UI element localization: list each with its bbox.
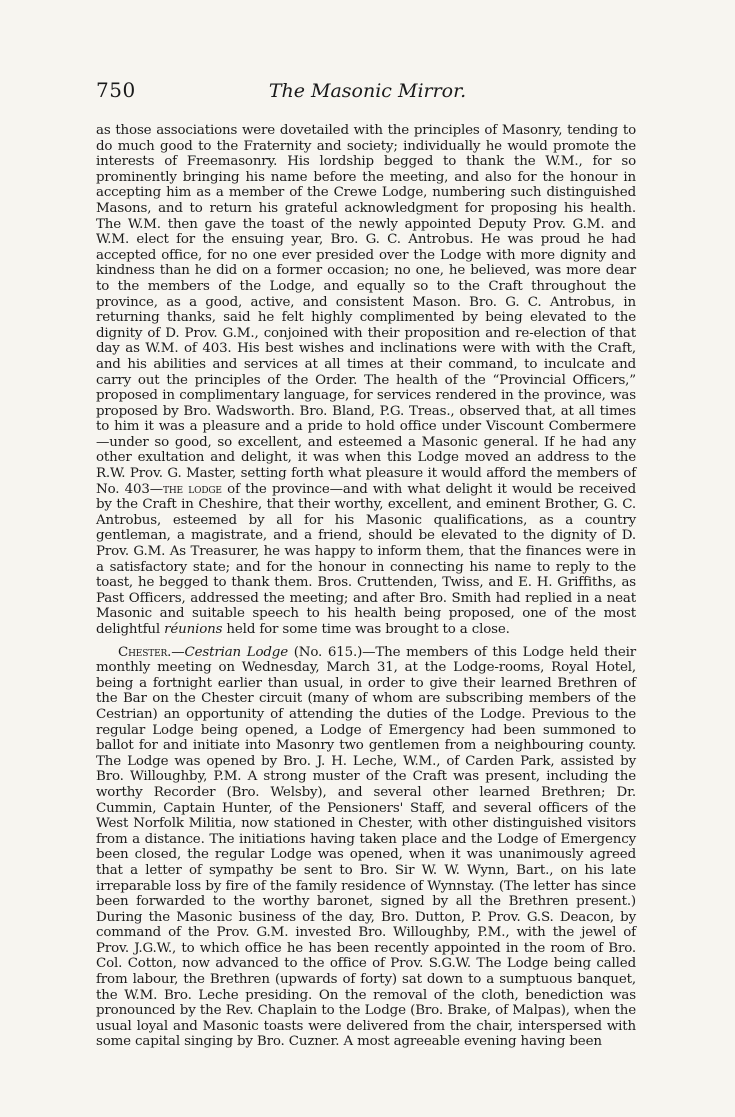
- italic-word: réunions: [164, 622, 223, 637]
- paragraph-text-continued: of the province—and with what delight it would be received by the Craft in Cheshire, that their worthy, excellent, and eminent Brother, G. C. Antrobus, esteemed by all for his Masonic qualifications, as a country gentleman, a magistrate, and a friend, should be elevated to the dignity of D. Prov. G.M. As Treasurer, he was happy to inform them, that the finances were in a satisfactory state; and for the honour in connecting his name to reply to the toast, he begged to thank them. Bros. Cruttenden, Twiss, and E. H. Griffiths, as Past Officers, addressed the meeting; and after Bro. Smith had replied in a neat Masonic and suitable speech to his health being proposed, one of the most delightful: [96, 481, 636, 637]
- paragraph-text: (No. 615.)—The members of this Lodge held their monthly meeting on Wednesday, March 31, at the Lodge-rooms, Royal Hotel, being a fortnight earlier than usual, in order to give their learned Brethren of the Bar on the Chester circuit (many of whom are subscribing members of the Cestrian) an opportunity of attending the duties of the Lodge. Previous to the regular Lodge being opened, a Lodge of Emergency had been summoned to ballot for and initiate into Masonry two gentlemen from a neighbouring county. The Lodge was opened by Bro. J. H. Leche, W.M., of Carden Park, assisted by Bro. Willoughby, P.M. A strong muster of the Craft was present, including the worthy Recorder (Bro. Welsby), and several other learned Brethren; Dr. Cummin, Captain Hunter, of the Pensioners' Staff, and several officers of the West Norfolk Militia, now stationed in Chester, with other distinguished visitors from a distance. The initiations having taken place and the Lodge of Emergency been closed, the regular Lodge was opened, when it was unanimously agreed that a letter of sympathy be sent to Bro. Sir W. W. Wynn, Bart., on his late irreparable loss by fire of the family residence of Wynnstay. (The letter has since been forwarded to the worthy baronet, signed by all the Brethren present.) During the Masonic business of the day, Bro. Dutton, P. Prov. G.S. Deacon, by command of the Prov. G.M. invested Bro. Willoughby, P.M., with the jewel of Prov. J.G.W., to which office he has been recently appointed in the room of Bro. Col. Cotton, now advanced to the office of Prov. S.G.W. The Lodge being called from labour, the Brethren (upwards of forty) sat down to a sumptuous banquet, the W.M. Bro. Leche presiding. On the removal of the cloth, benediction was pronounced by the Rev. Chaplain to the Lodge (Bro. Brake, of Malpas), when the usual loyal and Masonic toasts were delivered from the chair, interspersed with some capital singing by Bro. Cuzner. A most agreeable evening having been: [96, 644, 636, 1050]
- running-head: [96, 78, 639, 104]
- paragraph-text-end: held for some time was brought to a close.: [222, 622, 510, 637]
- place-heading: Chester.: [118, 644, 172, 660]
- paragraph-text: as those associations were dovetailed with the principles of Masonry, tending to do much good to the Fraternity and society; individually he would promote the interests of Freemasonry. His lordship begged to thank the W.M., for so prominently bringing his name before the meeting, and also for the honour in accepting him as a member of the Crewe Lodge, numbering such distinguished Masons, and to return his grateful acknowledgment for proposing his health. The W.M. then gave the toast of the newly appointed Deputy Prov. G.M. and W.M. elect for the ensuing year, Bro. G. C. Antrobus. He was proud he had accepted office, for no one ever presided over the Lodge with more dignity and kindness than he did on a former occasion; no one, he believed, was more dear to the members of the Lodge, and equally so to the Craft throughout the province, as a good, active, and consistent Mason. Bro. G. C. Antrobus, in returning thanks, said he felt highly complimented by being elevated to the dignity of D. Prov. G.M., conjoined with their proposition and re-election of that day as W.M. of 403. His best wishes and inclinations were with with the Craft, and his abilities and services at all times at their command, to inculcate and carry out the principles of the Order. The health of the “Provincial Officers,” proposed in complimentary language, for services rendered in the province, was proposed by Bro. Wadsworth. Bro. Bland, P.G. Treas., observed that, at all times to him it was a pleasure and a pride to hold office under Viscount Combermere—under so good, so excellent, and esteemed a Masonic general. If he had any other exultation and delight, it was when this Lodge moved an address to the R.W. Prov. G. Master, setting forth what pleasure it would afford the members of No. 403—: [96, 123, 636, 497]
- paragraph-lodge-toasts: [96, 123, 636, 638]
- lodge-name: —Cestrian Lodge: [171, 644, 288, 660]
- article-body: [96, 123, 636, 1050]
- small-caps-text: the lodge: [163, 481, 222, 497]
- journal-title: The Masonic Mirror.: [268, 80, 467, 102]
- page-number: 750: [96, 78, 136, 102]
- paragraph-chester-report: [96, 645, 636, 1050]
